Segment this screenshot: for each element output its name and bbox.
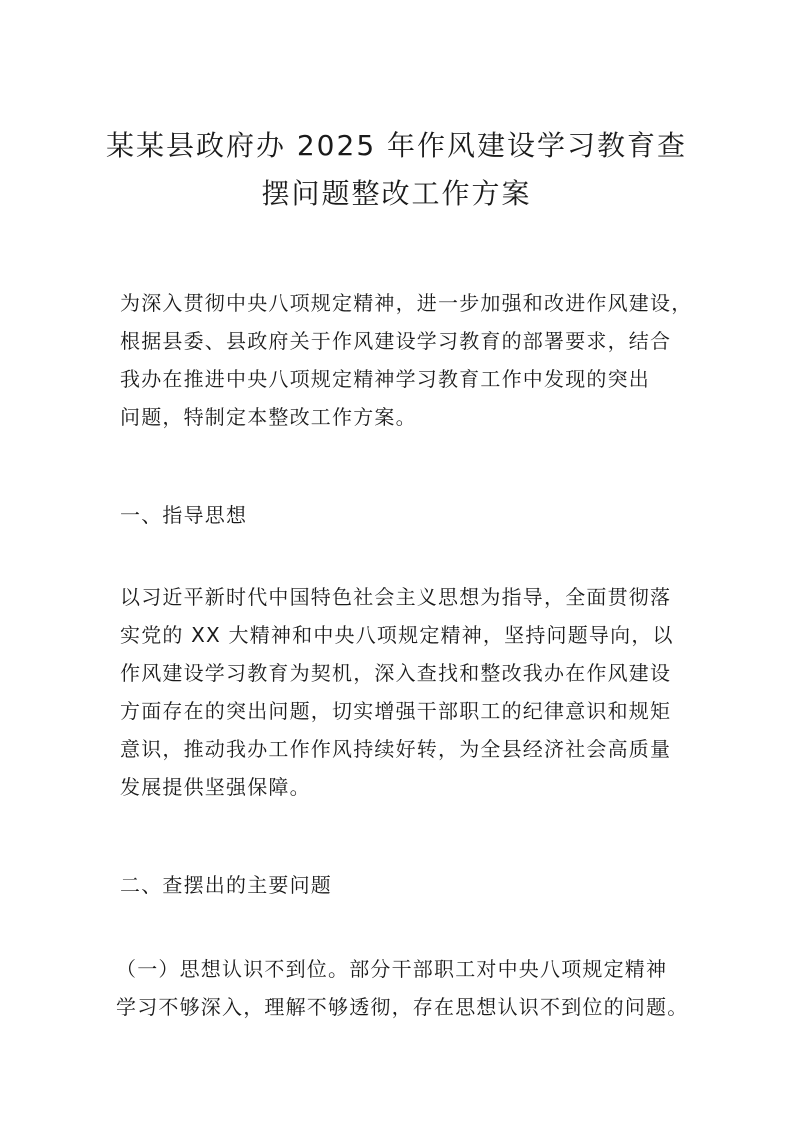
section-heading-guiding-ideology: 一、指导思想 — [120, 503, 248, 527]
document-title-line-1: 某某县政府办 2025 年作风建设学习教育查 — [105, 129, 688, 162]
document-title-line-2: 摆问题整改工作方案 — [261, 177, 532, 210]
guiding-line: 作风建设学习教育为契机，深入查找和整改我办在作风建设 — [120, 661, 672, 685]
problem-item-1-paragraph — [116, 950, 689, 1026]
section-heading-main-problems: 二、查摆出的主要问题 — [120, 873, 332, 897]
intro-paragraph — [120, 284, 693, 436]
intro-line: 根据县委、县政府关于作风建设学习教育的部署要求，结合 — [120, 329, 672, 353]
guiding-line: 发展提供坚强保障。 — [120, 775, 311, 799]
guiding-line: 以习近平新时代中国特色社会主义思想为指导，全面贯彻落 — [120, 585, 672, 609]
problem-item-line: （一）思想认识不到位。部分干部职工对中央八项规定精神 — [116, 957, 668, 981]
guiding-line: 实党的 XX 大精神和中央八项规定精神，坚持问题导向，以 — [120, 623, 674, 647]
guiding-line: 方面存在的突出问题，切实增强干部职工的纪律意识和规矩 — [120, 699, 672, 723]
guiding-ideology-paragraph — [120, 578, 680, 806]
intro-line: 我办在推进中央八项规定精神学习教育工作中发现的突出 — [120, 367, 650, 391]
intro-line: 为深入贯彻中央八项规定精神，进一步加强和改进作风建设， — [120, 291, 693, 315]
guiding-line: 意识，推动我办工作作风持续好转，为全县经济社会高质量 — [120, 737, 672, 761]
problem-item-line: 学习不够深入，理解不够透彻，存在思想认识不到位的问题。 — [116, 995, 689, 1019]
intro-line: 问题，特制定本整改工作方案。 — [120, 405, 417, 429]
